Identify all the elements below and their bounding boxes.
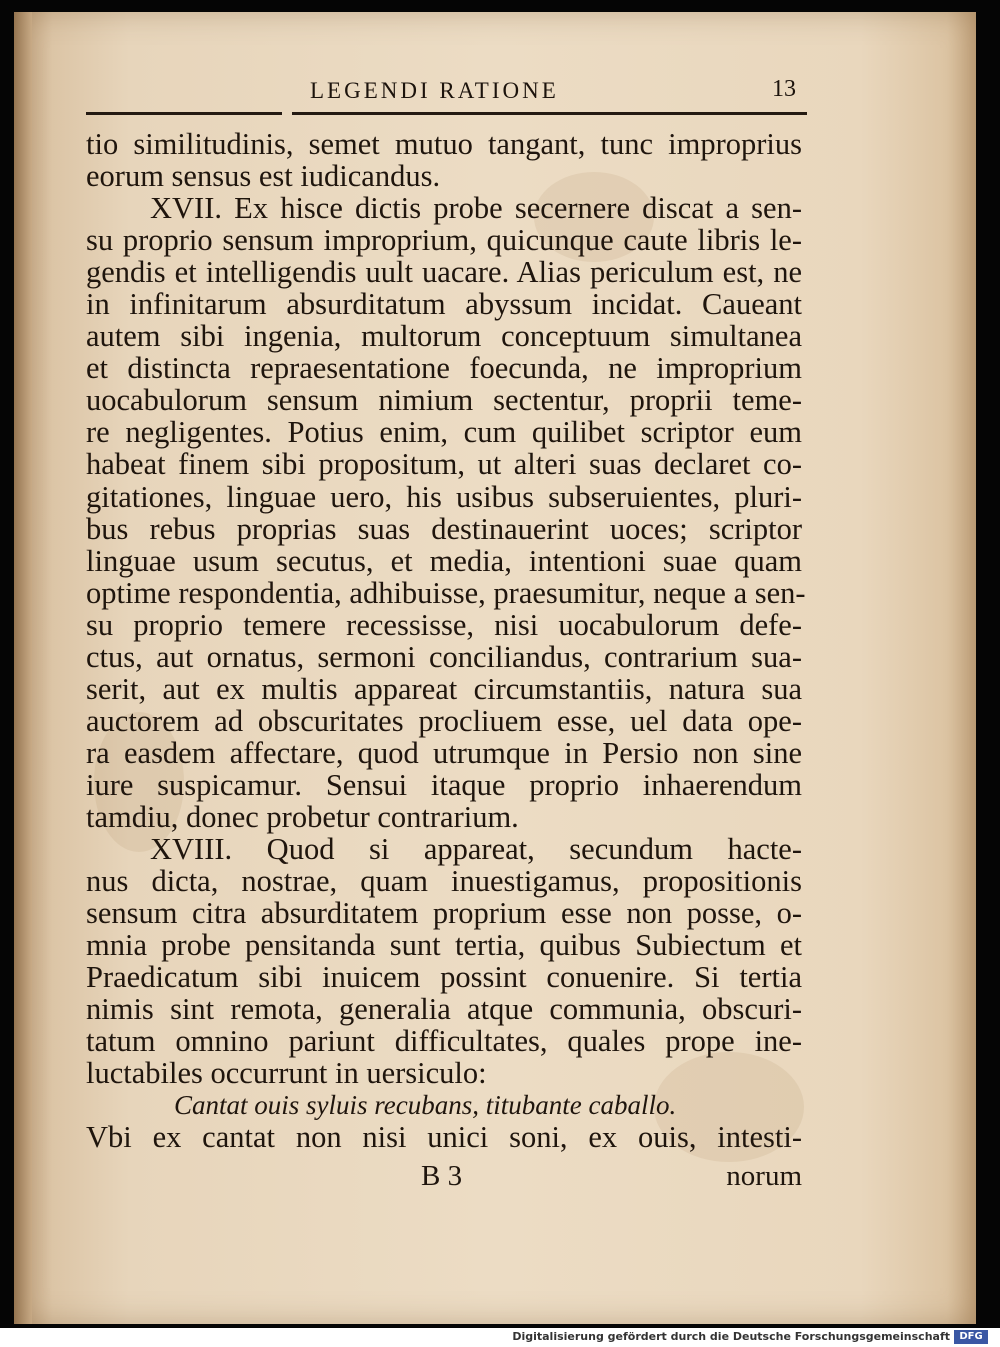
signature-mark: B 3: [421, 1160, 463, 1192]
digitization-note: Digitalisierung gefördert durch die Deutsche Forschungsgemeinschaft: [512, 1330, 950, 1343]
text-line: nimis sint remota, generalia atque communia, obscuri-: [86, 992, 802, 1027]
text-line: optime respondentia, adhibuisse, praesumitur, neque a sen-: [86, 575, 806, 610]
text-line: uocabulorum sensum nimium sectentur, proprii teme-: [86, 383, 802, 418]
page-gutter-edge: [14, 12, 32, 1324]
text-line: linguae usum secutus, et media, intentioni suae quam: [86, 543, 802, 578]
text-line: luctabiles occurrunt in uersiculo:: [86, 1056, 487, 1091]
text-line: ctus, aut ornatus, sermoni conciliandus, contrarium sua-: [86, 639, 802, 674]
text-line: tio similitudinis, semet mutuo tangant, tunc improprius: [86, 127, 802, 161]
text-line: nus dicta, nostrae, quam inuestigamus, propositionis: [86, 864, 802, 899]
verse-line: Cantat ouis syluis recubans, titubante caballo.: [174, 1090, 677, 1121]
text-line: tamdiu, donec probetur contrarium.: [86, 799, 519, 834]
text-line: gitationes, linguae uero, his usibus subseruientes, pluri-: [86, 479, 802, 514]
text-line: bus rebus proprias suas destinauerint uoces; scriptor: [86, 511, 802, 546]
header-rule-right: [292, 112, 807, 115]
text-line: mnia probe pensitanda sunt tertia, quibus Subiectum et: [86, 928, 802, 963]
header-rule-left: [86, 112, 282, 115]
text-line: tatum omnino pariunt difficultates, quales prope ine-: [86, 1024, 802, 1059]
text-line: su proprio sensum improprium, quicunque caute libris le-: [86, 223, 802, 258]
text-line: habeat finem sibi propositum, ut alteri suas declaret co-: [86, 447, 802, 482]
text-line: in infinitarum absurditatum abyssum incidat. Caueant: [86, 287, 802, 322]
text-line: ra easdem affectare, quod utrumque in Persio non sine: [86, 735, 802, 770]
body-text: [86, 127, 806, 1155]
text-line: eorum sensus est iudicandus.: [86, 159, 441, 194]
text-line: Praedicatum sibi inuicem possint conuenire. Si tertia: [86, 960, 802, 995]
text-line: re negligentes. Potius enim, cum quilibet scriptor eum: [86, 415, 802, 450]
text-line: XVII. Ex hisce dictis probe secernere discat a sen-: [150, 191, 802, 226]
running-head: LEGENDI RATIONE: [310, 78, 559, 103]
text-line: iure suspicamur. Sensui itaque proprio inhaerendum: [86, 767, 802, 802]
text-line: XVIII. Quod si appareat, secundum hacte-: [150, 832, 802, 867]
text-line: sensum citra absurditatem proprium esse non posse, o-: [86, 896, 802, 931]
text-line: gendis et intelligendis uult uacare. Alias periculum est, ne: [86, 255, 802, 290]
text-line: autem sibi ingenia, multorum conceptuum simultanea: [86, 319, 802, 354]
page-number: 13: [772, 76, 796, 102]
text-line: et distincta repraesentatione foecunda, ne improprium: [86, 351, 802, 386]
text-line: serit, aut ex multis appareat circumstantiis, natura sua: [86, 671, 802, 706]
text-line: auctorem ad obscuritates procliuem esse, uel data ope-: [86, 703, 802, 738]
text-line: Vbi ex cantat non nisi unici soni, ex ouis, intesti-: [86, 1120, 802, 1155]
dfg-logo: DFG: [954, 1330, 988, 1344]
catchword: norum: [726, 1160, 802, 1192]
text-line: su proprio temere recessisse, nisi uocabulorum defe-: [86, 607, 802, 642]
page-foot: [86, 1160, 802, 1194]
